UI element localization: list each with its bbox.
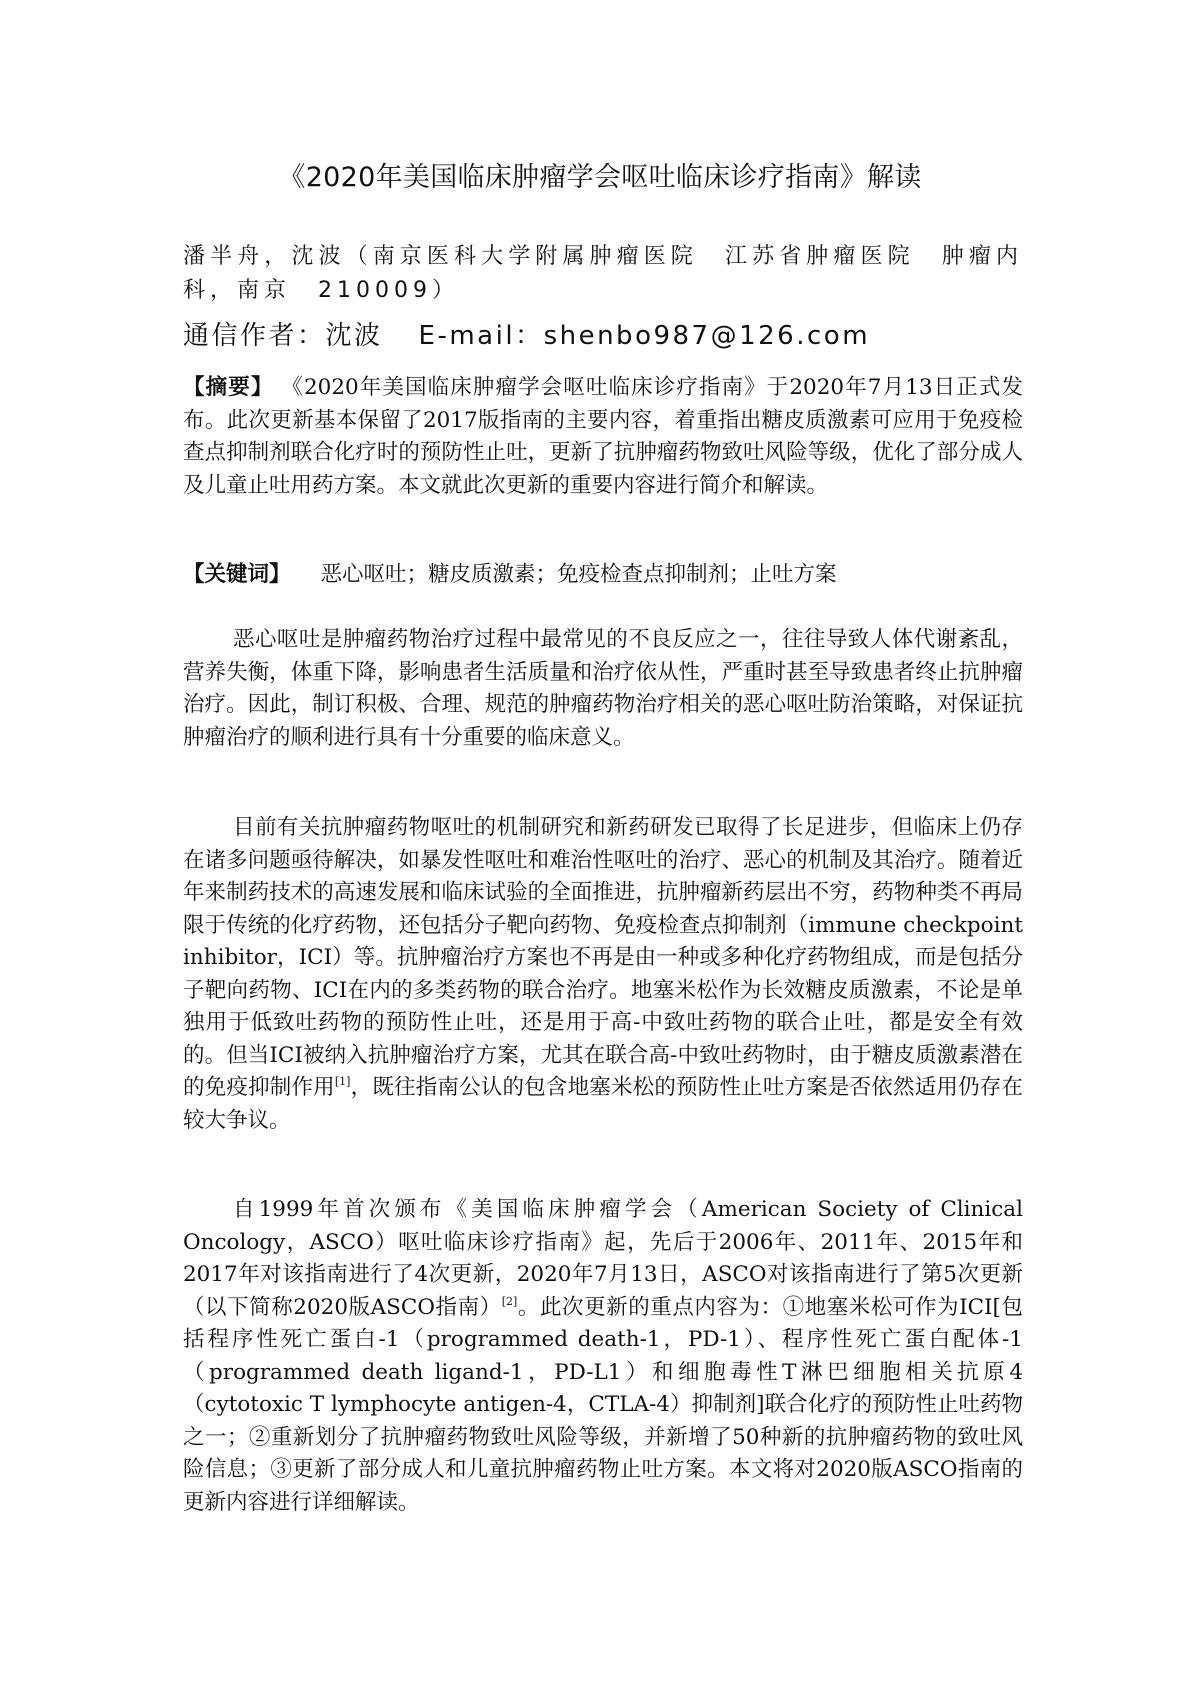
correspondence-line (183, 317, 1043, 355)
paragraph-3-text-b: 。此次更新的重点内容为：①地塞米松可作为ICI[包括程序性死亡蛋白-1（programmed death-1，PD-1）、程序性死亡蛋白配体-1（programmed death ligand-1，PD-L1）和细胞毒性T淋巴细胞相关抗原4（cytotoxic T lymphocyte antigen-4，CTLA-4）抑制剂]联合化疗的预防性止吐药物之一；②重新划分了抗肿瘤药物致吐风险等级，并新增了50种新的抗肿瘤药物的致吐风险信息；③更新了部分成人和儿童抗肿瘤药物止吐方案。本文将对2020版ASCO指南的更新内容进行详细解读。 (183, 1294, 1023, 1515)
email-label: E-mail： (418, 321, 544, 351)
paragraph-3-text-a: 自1999年首次颁布《美国临床肿瘤学会（American Society of Clinical Oncology，ASCO）呕吐临床诊疗指南》起，先后于2006年、2011年、2015年和2017年对该指南进行了4次更新，2020年7月13日，ASCO对该指南进行了第5次更新（以下简称2020版ASCO指南） (183, 1197, 1023, 1320)
body-paragraph-3 (183, 1194, 1023, 1519)
author-affiliation: 潘半舟，沈波（南京医科大学附属肿瘤医院 江苏省肿瘤医院 肿瘤内科，南京 210009） (183, 244, 1023, 303)
abstract (183, 372, 1023, 502)
body-paragraph-1: 恶心呕吐是肿瘤药物治疗过程中最常见的不良反应之一，往往导致人体代谢紊乱，营养失衡，体重下降，影响患者生活质量和治疗依从性，严重时甚至导致患者终止抗肿瘤治疗。因此，制订积极、合理、规范的肿瘤药物治疗相关的恶心呕吐防治策略，对保证抗肿瘤治疗的顺利进行具有十分重要的临床意义。 (183, 627, 1023, 750)
abstract-label: 【摘要】 (183, 375, 274, 400)
correspondence-name: 沈波 (325, 321, 383, 351)
keywords-label: 【关键词】 (183, 562, 291, 587)
citation-ref-1[interactable]: [1] (334, 1075, 351, 1088)
citation-ref-2[interactable]: [2] (501, 1294, 518, 1308)
abstract-text: 《2020年美国临床肿瘤学会呕吐临床诊疗指南》于2020年7月13日正式发布。此次更新基本保留了2017版指南的主要内容，着重指出糖皮质激素可应用于免疫检查点抑制剂联合化疗时的预防性止吐，更新了抗肿瘤药物致吐风险等级，优化了部分成人及儿童止吐用药方案。本文就此次更新的重要内容进行简介和解读。 (183, 375, 1023, 498)
email-address[interactable]: shenbo987@126.com (543, 321, 871, 351)
paragraph-2-text-a: 目前有关抗肿瘤药物呕吐的机制研究和新药研发已取得了长足进步，但临床上仍存在诸多问题亟待解决，如暴发性呕吐和难治性呕吐的治疗、恶心的机制及其治疗。随着近年来制药技术的高速发展和临床试验的全面推进，抗肿瘤新药层出不穷，药物种类不再局限于传统的化疗药物，还包括分子靶向药物、免疫检查点抑制剂（immune checkpoint inhibitor，ICI）等。抗肿瘤治疗方案也不再是由一种或多种化疗药物组成，而是包括分子靶向药物、ICI在内的多类药物的联合治疗。地塞米松作为长效糖皮质激素，不论是单独用于低致吐药物的预防性止吐，还是用于高-中致吐药物的联合止吐，都是安全有效的。但当ICI被纳入抗肿瘤治疗方案，尤其在联合高-中致吐药物时，由于糖皮质激素潜在的免疫抑制作用 (183, 815, 1023, 1100)
correspondence-label: 通信作者： (183, 321, 326, 351)
body-paragraph-2 (183, 812, 1023, 1137)
article-title: 《2020年美国临床肿瘤学会呕吐临床诊疗指南》解读 (278, 162, 922, 193)
keywords-text: 恶心呕吐；糖皮质激素；免疫检查点抑制剂；止吐方案 (320, 562, 837, 587)
paragraph-2-text-b: ，既往指南公认的包含地塞米松的预防性止吐方案是否依然适用仍存在较大争议。 (183, 1075, 1023, 1133)
keywords (183, 559, 1023, 592)
